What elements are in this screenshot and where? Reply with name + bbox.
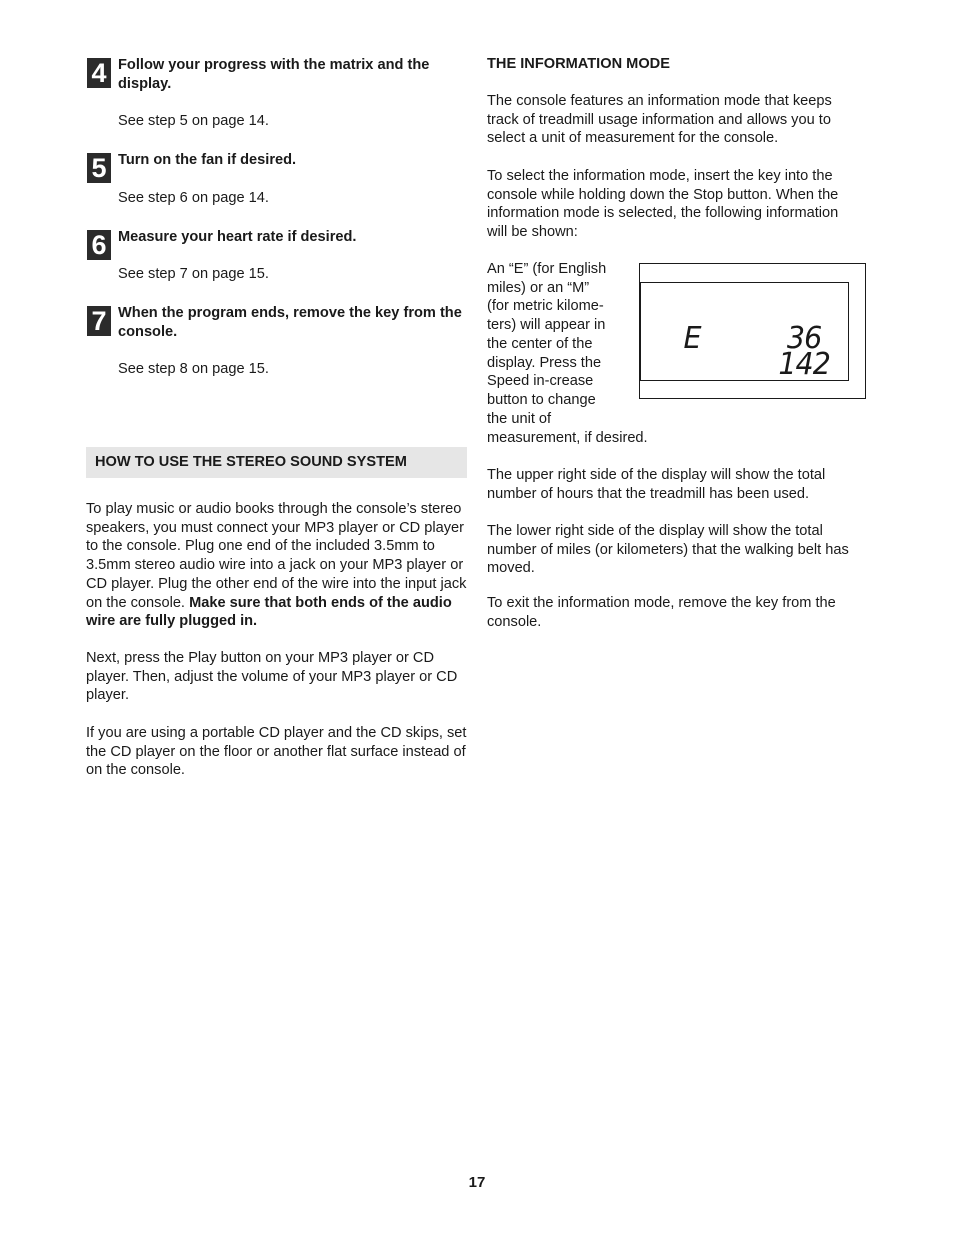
step-reference: See step 5 on page 14. xyxy=(118,113,269,129)
step-title: Turn on the fan if desired. xyxy=(118,152,297,168)
paragraph-text: To play music or audio books through the console’s stereo speakers, you must connect your MP3 player or CD player to the console. Plug one end of the included 3.5mm to 3.5mm stereo audio wire into a jack on your MP3 player or CD player. Plug the other end of the wire into the input jack on the console. xyxy=(86,501,467,611)
display-unit-indicator: E xyxy=(683,321,701,356)
section-heading-text: HOW TO USE THE STEREO SOUND SYSTEM xyxy=(95,454,407,470)
info-heading: THE INFORMATION MODE xyxy=(487,56,670,72)
step-title: When the program ends, remove the key from the console. xyxy=(118,305,462,340)
page-number: 17 xyxy=(468,1174,486,1191)
stereo-paragraph-2: Next, press the Play button on your MP3 player or CD player. Then, adjust the volume of your MP3 player or CD player. xyxy=(86,650,458,704)
step-number: 7 xyxy=(87,306,111,336)
stereo-section-heading xyxy=(86,447,467,478)
stereo-paragraph-1 xyxy=(86,500,470,631)
step-number: 6 xyxy=(87,230,111,260)
step-number: 5 xyxy=(87,153,111,183)
info-paragraph-2: To select the information mode, insert the key into the console while holding down the Stop button. When the information mode is selected, the following information will be shown: xyxy=(487,168,839,241)
step-title: Follow your progress with the matrix and the display. xyxy=(118,57,430,92)
paragraph-emphasis: Make sure that both ends of the audio wire are fully plugged in. xyxy=(86,594,452,630)
info-paragraph-4: The upper right side of the display will show the total number of hours that the treadmill has been used. xyxy=(487,467,826,502)
info-paragraph-6: To exit the information mode, remove the key from the console. xyxy=(487,595,836,630)
info-paragraph-3: An “E” (for English miles) or an “M” (for metric kilome-ters) will appear in the center of the display. Press the Speed in-crease button to change the unit of xyxy=(487,261,607,427)
display-hours-value: 36 xyxy=(786,321,822,356)
info-paragraph-1: The console features an information mode that keeps track of treadmill usage information and allows you to select a unit of measurement for the console. xyxy=(487,93,832,147)
stereo-paragraph-3: If you are using a portable CD player and the CD skips, set the CD player on the floor or another flat surface instead of on the console. xyxy=(86,725,467,779)
step-number: 4 xyxy=(87,58,111,88)
info-paragraph-5: The lower right side of the display will show the total number of miles (or kilometers) that the walking belt has moved. xyxy=(487,523,849,577)
display-distance-value: 142 xyxy=(778,347,830,382)
info-paragraph-3-end: measurement, if desired. xyxy=(487,430,648,446)
step-reference: See step 6 on page 14. xyxy=(118,190,269,206)
step-reference: See step 7 on page 15. xyxy=(118,266,269,282)
step-reference: See step 8 on page 15. xyxy=(118,361,269,377)
step-title: Measure your heart rate if desired. xyxy=(118,229,357,245)
